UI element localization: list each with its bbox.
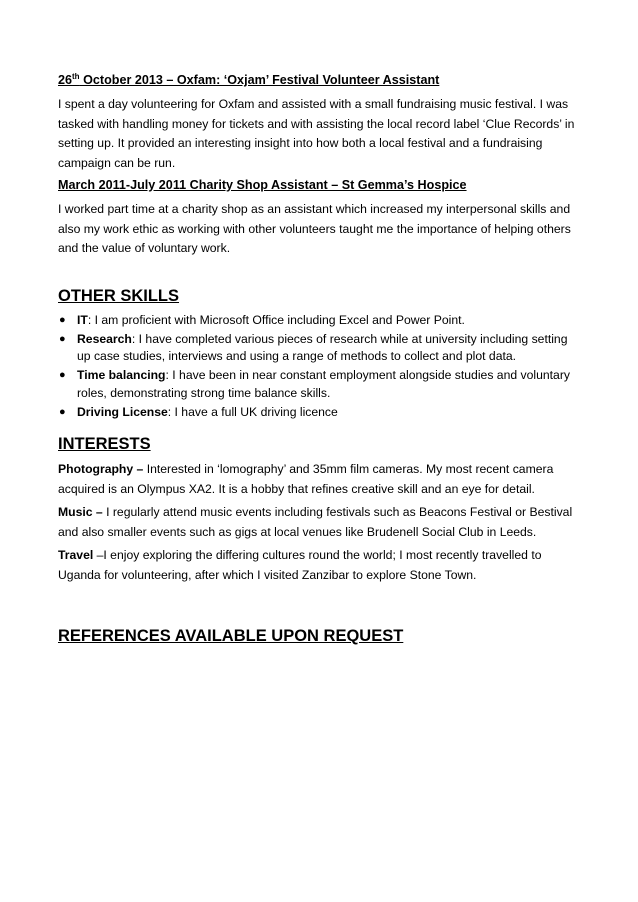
interest-text: –I enjoy exploring the differing cultures round the world; I most recently travelled to Uganda for volunteering, after which I visited Zanzibar to explore Stone Town. [58, 548, 542, 582]
interest-label: Travel [58, 548, 97, 562]
interest-label: Music – [58, 505, 107, 519]
job-title-ordinal: th [72, 71, 80, 81]
skill-label: IT [77, 312, 88, 327]
interest-text: I regularly attend music events including festivals such as Beacons Festival or Bestival and also smaller events such as gigs at local venues like Brudenell Social Club in Leeds. [58, 505, 573, 539]
bullet-icon: ● [59, 369, 66, 381]
skill-item-it [58, 312, 578, 330]
job-description-oxfam: I spent a day volunteering for Oxfam and assisted with a small fundraising music festival. I was tasked with handling money for tickets and with assisting the local record label ‘Clue Records’ in setting up. It provided an interesting insight into how both a local festival and a fundraising campaign can be run. [58, 97, 575, 170]
job-title-rest: October 2013 – Oxfam: ‘Oxjam’ Festival Volunteer Assistant [79, 73, 440, 87]
job-title-hospice: March 2011-July 2011 Charity Shop Assistant – St Gemma’s Hospice [58, 178, 467, 192]
job-title-day: 26 [58, 73, 73, 87]
experience-section [58, 72, 578, 259]
skill-text: : I have been in near constant employment alongside studies and voluntary roles, demonstrating strong time balance skills. [77, 368, 570, 400]
skill-item-research [58, 331, 578, 366]
skill-label: Research [77, 331, 132, 346]
interest-label: Photography – [58, 462, 147, 476]
bullet-icon: ● [59, 405, 66, 418]
skill-label: Driving License [77, 404, 168, 419]
other-skills-section [58, 286, 578, 422]
skill-text: : I have a full UK driving licence [167, 404, 338, 419]
skill-item-driving-license [58, 404, 578, 422]
skill-item-time-balancing [58, 367, 578, 402]
references-heading: REFERENCES AVAILABLE UPON REQUEST [58, 627, 404, 645]
bullet-icon: ● [59, 313, 66, 326]
interest-photography [58, 460, 578, 499]
interest-travel [58, 546, 578, 585]
interest-text: Interested in ‘lomography’ and 35mm film cameras. My most recent camera acquired is an Olympus XA2. It is a hobby that refines creative skill and an eye for detail. [58, 462, 554, 496]
skills-list [58, 312, 578, 422]
other-skills-heading: OTHER SKILLS [58, 286, 180, 305]
bullet-icon: ● [59, 332, 66, 345]
skill-text: : I am proficient with Microsoft Office including Excel and Power Point. [87, 312, 465, 327]
cv-page [58, 72, 578, 646]
job-title-oxfam [58, 72, 578, 89]
skill-text: : I have completed various pieces of research while at university including setting up case studies, interviews and using a range of methods to collect and plot data. [77, 331, 568, 363]
job-description-hospice: I worked part time at a charity shop as an assistant which increased my interpersonal skills and also my work ethic as working with other volunteers taught me the importance of helping others and the value of voluntary work. [58, 202, 571, 255]
interest-music [58, 503, 578, 542]
interests-heading: INTERESTS [58, 435, 151, 453]
references-section [58, 626, 578, 646]
skill-label: Time balancing [77, 368, 166, 382]
interests-section [58, 434, 578, 585]
